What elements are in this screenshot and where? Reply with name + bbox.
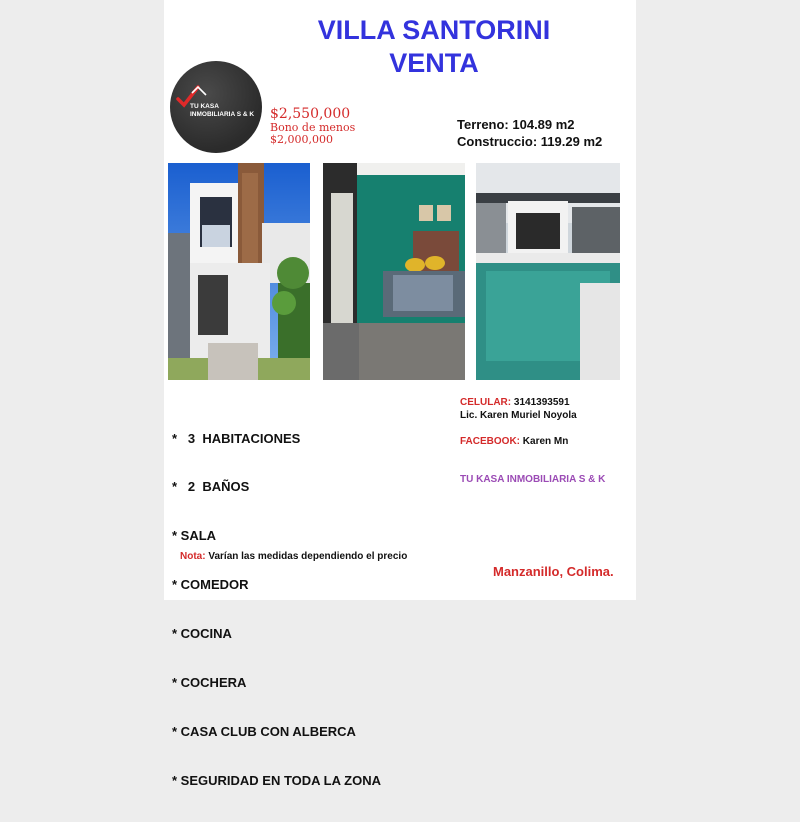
phone-number: 3141393591 <box>513 397 570 408</box>
bonus-label: Bono de menos <box>270 121 356 134</box>
note <box>180 551 407 562</box>
feature-item: * COCINA <box>172 626 232 642</box>
feature-item: * 2 BAÑOS <box>172 479 250 495</box>
listing-subtitle: VENTA <box>389 48 479 78</box>
house-exterior-photo <box>168 163 310 380</box>
company-logo <box>170 61 262 153</box>
feature-item: * COCHERA <box>172 675 247 691</box>
listing-title: VILLA SANTORINI <box>317 15 551 45</box>
construction-area: Construccio: 119.29 m2 <box>457 134 603 149</box>
feature-item: * SEGURIDAD EN TODA LA ZONA <box>172 772 381 788</box>
pool-clubhouse-photo <box>476 163 620 380</box>
bedroom-photo <box>323 163 465 380</box>
feature-item: * COMEDOR <box>172 577 249 593</box>
agent-name: Lic. Karen Muriel Noyola <box>460 410 577 421</box>
features-list <box>172 398 381 822</box>
phone-line <box>460 397 570 408</box>
company-name: TU KASA INMOBILIARIA S & K <box>460 474 606 485</box>
facebook-line <box>460 436 568 447</box>
facebook-value: Karen Mn <box>522 436 569 447</box>
logo-text-line2: INMOBILIARIA S & K <box>190 110 255 118</box>
bonus-value: $2,000,000 <box>270 133 333 146</box>
note-label: Nota: <box>180 551 206 562</box>
location: Manzanillo, Colima. <box>493 564 614 579</box>
note-text: Varían las medidas dependiendo el precio <box>208 551 408 562</box>
feature-item: * CASA CLUB CON ALBERCA <box>172 723 356 739</box>
price: $2,550,000 <box>270 106 351 122</box>
price-bonus <box>270 122 355 146</box>
terrain-area: Terreno: 104.89 m2 <box>457 117 575 132</box>
listing-flyer <box>164 0 636 788</box>
feature-item: * 3 HABITACIONES <box>172 430 301 446</box>
facebook-label: FACEBOOK: <box>460 436 520 447</box>
feature-item: * SALA <box>172 528 217 544</box>
logo-text-line1: TU KASA <box>190 103 219 110</box>
phone-label: CELULAR: <box>460 397 512 408</box>
